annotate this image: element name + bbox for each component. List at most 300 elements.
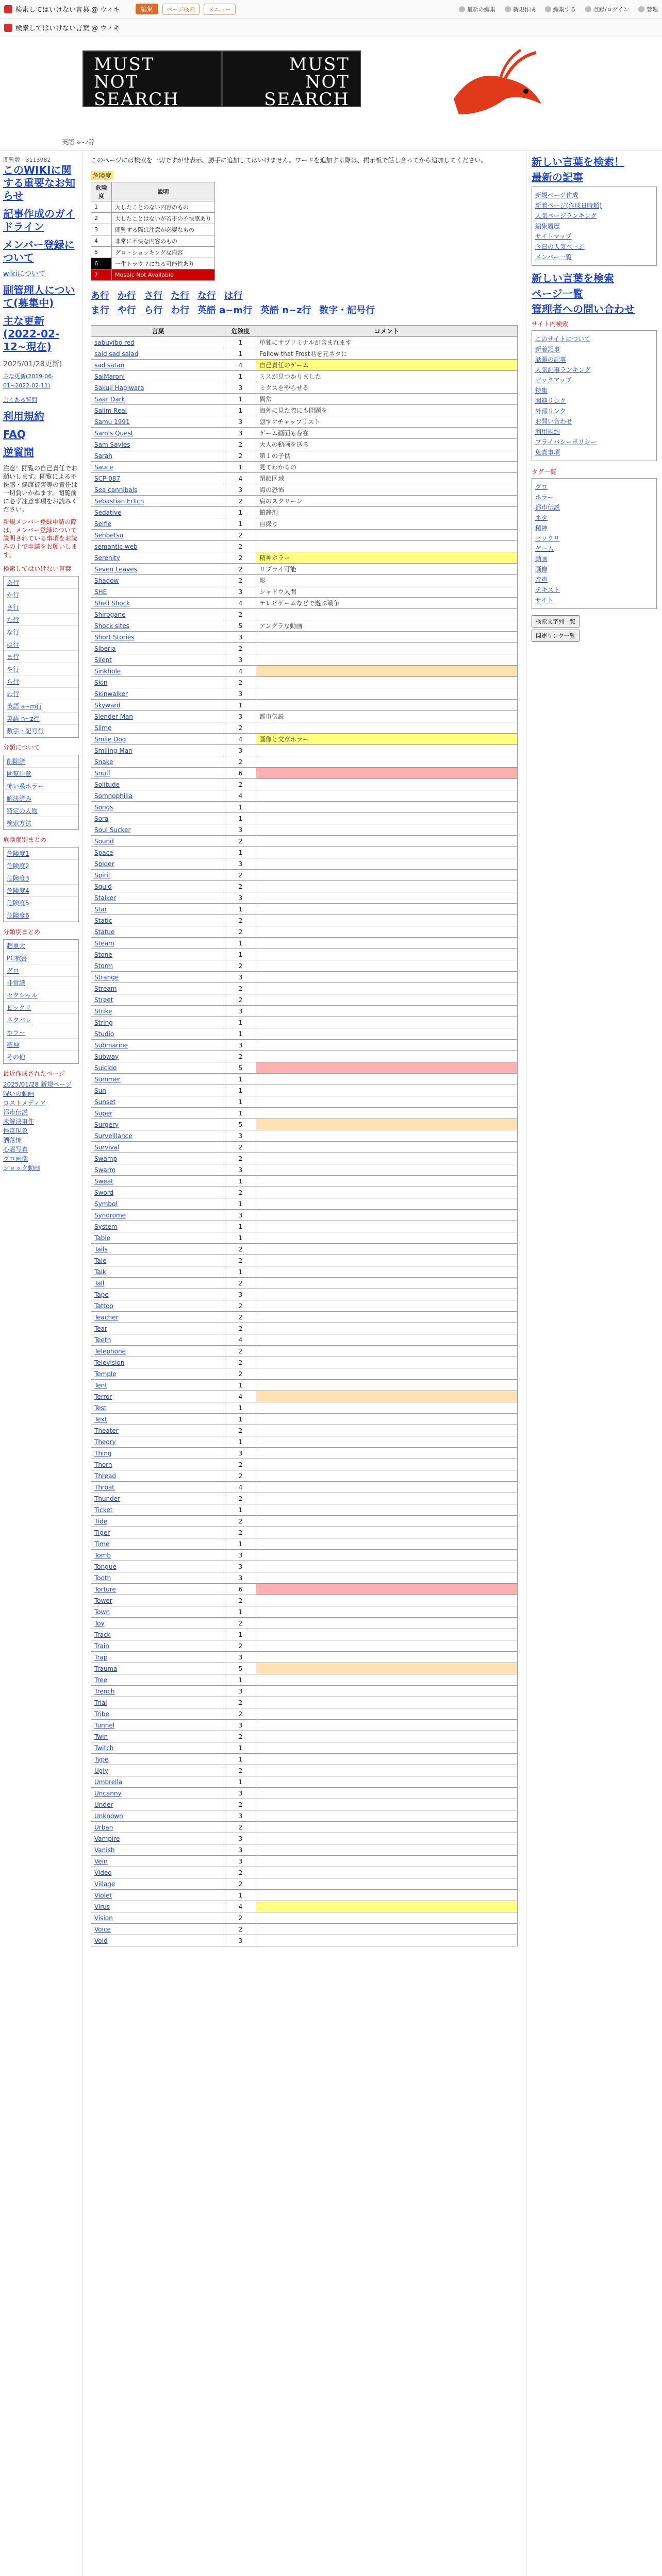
word-link[interactable]: Sauce [91, 462, 225, 473]
word-link[interactable]: Tongue [91, 1561, 225, 1572]
word-link[interactable]: Siberia [91, 643, 225, 654]
word-link[interactable]: Tower [91, 1595, 225, 1606]
reverse-question-link[interactable]: 逆質問 [3, 446, 34, 459]
category-item[interactable]: 精神 [4, 1039, 78, 1051]
word-link[interactable]: Tomb [91, 1550, 225, 1561]
word-link[interactable]: Sinkhole [91, 666, 225, 677]
word-link[interactable]: Sword [91, 1187, 225, 1198]
word-link[interactable]: Tunnel [91, 1720, 225, 1731]
word-link[interactable]: Temple [91, 1368, 225, 1380]
site-list-item[interactable]: 免責事項 [535, 449, 560, 456]
tag-link[interactable]: 動画 [535, 555, 548, 563]
word-link[interactable]: Shell Shock [91, 598, 225, 609]
word-link[interactable]: Uncanny [91, 1788, 225, 1799]
word-link[interactable]: Storm [91, 960, 225, 972]
category-item[interactable]: ネタバレ [4, 1014, 78, 1026]
word-comment: 画像と文章ホラー [256, 734, 518, 745]
site-title-2[interactable] [4, 23, 120, 32]
right-link[interactable]: 今日の人気ページ [535, 243, 585, 250]
table-row [91, 858, 518, 870]
word-comment: Follow that Frost君を元ネタに [256, 348, 518, 360]
danger-level: 4 [225, 790, 256, 802]
word-link[interactable]: Steam [91, 938, 225, 949]
word-link[interactable]: Smiling Man [91, 745, 225, 756]
word-link[interactable]: Type [91, 1754, 225, 1765]
kana-item[interactable]: は行 [4, 638, 78, 651]
kana-item[interactable]: か行 [4, 589, 78, 601]
word-link[interactable]: Sound [91, 836, 225, 847]
word-link[interactable]: String [91, 1017, 225, 1028]
tag-link[interactable]: 都市伝説 [535, 504, 560, 511]
word-link[interactable]: Tape [91, 1289, 225, 1300]
danger-item[interactable]: 危険度6 [4, 909, 78, 922]
danger-level: 1 [225, 1674, 256, 1686]
tag-link[interactable]: 画像 [535, 566, 548, 573]
word-link[interactable]: Salim Real [91, 405, 225, 416]
word-link[interactable]: Sam Sayles [91, 439, 225, 450]
right-link[interactable]: 編集履歴 [535, 223, 560, 230]
word-link[interactable]: Trial [91, 1697, 225, 1708]
topnav-login[interactable]: 登録/ログイン [585, 5, 629, 13]
word-link[interactable]: Strike [91, 1006, 225, 1017]
recent-page-link[interactable]: 未解決事件 [3, 1118, 35, 1125]
word-link[interactable]: Void [91, 1935, 225, 1946]
word-link[interactable]: Village [91, 1878, 225, 1890]
word-link[interactable]: Video [91, 1867, 225, 1878]
word-comment [256, 1912, 518, 1924]
danger-level: 1 [225, 1890, 256, 1901]
word-link[interactable]: Skyward [91, 700, 225, 711]
search-new-word-link[interactable]: 新しい言葉を検索！ [532, 156, 624, 168]
table-row [91, 1697, 518, 1708]
danger-item[interactable]: 危険度1 [4, 848, 78, 860]
table-row [91, 1640, 518, 1652]
word-link[interactable]: Seven Leaves [91, 564, 225, 575]
classification-item[interactable]: 解決済み [4, 792, 78, 805]
classification-item[interactable]: 削除済 [4, 755, 78, 768]
word-link[interactable]: Snake [91, 756, 225, 768]
classification-item[interactable]: 怖い系ホラー [4, 780, 78, 792]
word-link[interactable]: Stream [91, 983, 225, 994]
word-link[interactable]: semantic web [91, 541, 225, 552]
kana-item[interactable]: あ行 [4, 577, 78, 589]
danger-level: 2 [225, 1470, 256, 1482]
word-link[interactable]: Umbrella [91, 1776, 225, 1788]
word-comment [256, 1652, 518, 1663]
terms-link[interactable]: 利用規約 [3, 410, 44, 422]
word-link[interactable]: Tear [91, 1323, 225, 1334]
category-item[interactable]: PC被害 [4, 952, 78, 964]
word-link[interactable]: Statue [91, 926, 225, 938]
tag-link[interactable]: テキスト [535, 586, 560, 594]
word-link[interactable]: Thunder [91, 1493, 225, 1504]
guideline-link[interactable]: 記事作成のガイドライン [3, 208, 75, 233]
mid-link[interactable]: ページ一覧 [532, 287, 583, 300]
tag-link[interactable]: ホラー [535, 494, 554, 501]
word-link[interactable]: Vision [91, 1912, 225, 1924]
word-link[interactable]: Suicide [91, 1062, 225, 1074]
word-link[interactable]: Terror [91, 1391, 225, 1402]
tag-link[interactable]: サイト [535, 597, 554, 604]
kana-nav-link[interactable]: さ行 [144, 291, 163, 301]
tag-link[interactable]: 精神 [535, 524, 548, 532]
word-link[interactable]: SaiMaroni [91, 371, 225, 382]
word-link[interactable]: Somnophilia [91, 790, 225, 802]
kana-item[interactable]: さ行 [4, 601, 78, 614]
word-link[interactable]: Train [91, 1640, 225, 1652]
kana-item[interactable]: わ行 [4, 688, 78, 700]
word-link[interactable]: Submarine [91, 1040, 225, 1051]
right-link[interactable]: 人気ページランキング [535, 212, 597, 219]
table-row [91, 473, 518, 484]
word-link[interactable]: Ugly [91, 1765, 225, 1776]
word-link[interactable]: Tree [91, 1674, 225, 1686]
category-item[interactable]: 非常識 [4, 977, 78, 989]
word-link[interactable]: Twitch [91, 1742, 225, 1754]
word-link[interactable]: Twin [91, 1731, 225, 1742]
kana-item[interactable]: 英語 n~z行 [4, 713, 78, 725]
kana-item[interactable]: ら行 [4, 675, 78, 688]
site-logo[interactable] [82, 50, 361, 110]
danger-level: 2 [225, 1640, 256, 1652]
kana-item[interactable]: 英語 a~m行 [4, 700, 78, 713]
topnav-admin[interactable]: 管理 [638, 5, 658, 13]
kana-nav-link[interactable]: 数字・記号行 [319, 305, 375, 316]
danger-level: 2 [225, 1312, 256, 1323]
about-wiki-link[interactable]: wikiについて [3, 270, 46, 278]
classification-item[interactable]: 閲覧注意 [4, 768, 78, 780]
word-link[interactable]: Shadow [91, 575, 225, 586]
old-updates-link[interactable]: 主な更新(2019-06-01~2022-02-11) [3, 373, 54, 389]
word-link[interactable]: System [91, 1221, 225, 1232]
recent-page-link[interactable]: ロストメディア [3, 1099, 46, 1107]
site-list-item[interactable]: ピックアップ [535, 377, 572, 384]
category-item[interactable]: ホラー [4, 1026, 78, 1039]
word-link[interactable]: Symbol [91, 1198, 225, 1210]
word-comment [256, 858, 518, 870]
word-link[interactable]: Thing [91, 1448, 225, 1459]
word-link[interactable]: Serenity [91, 552, 225, 564]
recent-page-link[interactable]: 呪いの動画 [3, 1090, 35, 1097]
table-row [91, 1788, 518, 1799]
word-link[interactable]: Static [91, 915, 225, 926]
word-link[interactable]: Unknown [91, 1810, 225, 1822]
word-link[interactable]: Songs [91, 802, 225, 813]
word-comment [256, 1878, 518, 1890]
word-link[interactable]: Tribe [91, 1708, 225, 1720]
word-link[interactable]: Strange [91, 972, 225, 983]
tag-link[interactable]: ゲーム [535, 545, 554, 552]
word-link[interactable]: Sea cannibals [91, 484, 225, 496]
word-comment [256, 1153, 518, 1164]
word-link[interactable]: Short Stories [91, 632, 225, 643]
menu-button[interactable]: メニュー [204, 4, 236, 15]
danger-level: 2 [225, 779, 256, 790]
right-link[interactable]: メンバー一覧 [535, 253, 572, 261]
table-row [91, 586, 518, 598]
member-registration-link[interactable]: メンバー登録について [3, 239, 75, 264]
danger-level: 1 [225, 348, 256, 360]
topnav-recent[interactable]: 最新の編集 [459, 5, 495, 13]
word-link[interactable]: Soul Sucker [91, 824, 225, 836]
word-link[interactable]: Sebastian Erlich [91, 496, 225, 507]
word-link[interactable]: Violet [91, 1890, 225, 1901]
word-link[interactable]: sad satan [91, 360, 225, 371]
word-link[interactable]: Star [91, 904, 225, 915]
category-item[interactable]: グロ [4, 964, 78, 977]
right-link[interactable]: 新着ページ(作成日時順) [535, 202, 602, 209]
danger-item[interactable]: 危険度3 [4, 872, 78, 885]
site-list-item[interactable]: 外部リンク [535, 408, 566, 415]
legend-level: 5 [91, 247, 112, 258]
word-link[interactable]: Sweat [91, 1176, 225, 1187]
word-link[interactable]: SCP-087 [91, 473, 225, 484]
word-link[interactable]: Shock sites [91, 620, 225, 632]
site-list-item[interactable]: このサイトについて [535, 335, 590, 343]
site-list-item[interactable]: 新着記事 [535, 346, 560, 353]
danger-level: 3 [225, 858, 256, 870]
word-link[interactable]: Stalker [91, 892, 225, 904]
word-link[interactable]: Subway [91, 1051, 225, 1062]
word-link[interactable]: Sunset [91, 1096, 225, 1108]
recent-page-link[interactable]: グロ画像 [3, 1155, 28, 1162]
classification-item[interactable]: 検索方法 [4, 817, 78, 829]
right-link[interactable]: 新規ページ作成 [535, 192, 578, 199]
table-row [91, 1210, 518, 1221]
word-link[interactable]: Teacher [91, 1312, 225, 1323]
topnav-new[interactable]: 新規作成 [505, 5, 536, 13]
latest-articles-link[interactable]: 最新の記事 [532, 171, 583, 183]
word-link[interactable]: Slender Man [91, 711, 225, 722]
word-link[interactable]: Selfie [91, 518, 225, 530]
search-string-list-button[interactable]: 検索文字列一覧 [532, 615, 580, 628]
category-item[interactable]: セクシャル [4, 989, 78, 1002]
word-link[interactable]: Street [91, 994, 225, 1006]
word-link[interactable]: Tide [91, 1516, 225, 1527]
kana-nav-link[interactable]: あ行 [91, 291, 109, 301]
word-link[interactable]: Sun [91, 1085, 225, 1096]
word-link[interactable]: Teeth [91, 1334, 225, 1346]
word-link[interactable]: Sarah [91, 450, 225, 462]
word-link[interactable]: Slime [91, 722, 225, 734]
word-link[interactable]: Voice [91, 1924, 225, 1935]
recent-page-link[interactable]: 2025/01/28 新規ページ [3, 1081, 72, 1088]
site-list-item[interactable]: お問い合わせ [535, 418, 573, 425]
kana-nav-link[interactable]: ら行 [144, 305, 163, 316]
word-link[interactable]: Stone [91, 949, 225, 960]
word-link[interactable]: said sad salad [91, 348, 225, 360]
word-link[interactable]: Table [91, 1232, 225, 1244]
word-link[interactable]: Super [91, 1108, 225, 1119]
tag-box [532, 478, 657, 609]
word-link[interactable]: Sakuji Hagiwara [91, 382, 225, 394]
word-comment [256, 1901, 518, 1912]
word-link[interactable]: Trauma [91, 1663, 225, 1674]
word-link[interactable]: Torture [91, 1584, 225, 1595]
word-link[interactable]: Under [91, 1799, 225, 1810]
danger-item[interactable]: 危険度4 [4, 885, 78, 897]
word-link[interactable]: Saar Dark [91, 394, 225, 405]
word-link[interactable]: Sora [91, 813, 225, 824]
right-link[interactable]: サイトマップ [535, 233, 572, 240]
kana-nav-link[interactable]: 英語 n~z行 [260, 305, 311, 316]
word-link[interactable]: Thorn [91, 1459, 225, 1470]
view-counter: 閲覧数 · 3113982 [3, 157, 51, 163]
word-comment [256, 1074, 518, 1085]
topnav-edit[interactable]: 編集する [545, 5, 576, 13]
word-link[interactable]: Trap [91, 1652, 225, 1663]
word-link[interactable]: Snuff [91, 768, 225, 779]
word-link[interactable]: Text [91, 1414, 225, 1425]
word-link[interactable]: Television [91, 1357, 225, 1368]
kana-item[interactable]: ま行 [4, 651, 78, 663]
tag-link[interactable]: グロ [535, 483, 548, 490]
word-link[interactable]: Studio [91, 1028, 225, 1040]
faq-small-link[interactable]: よくある質問 [3, 397, 37, 403]
word-link[interactable]: Tent [91, 1380, 225, 1391]
word-link[interactable]: Tall [91, 1278, 225, 1289]
danger-level: 3 [225, 1550, 256, 1561]
kana-item[interactable]: 数字・記号行 [4, 725, 78, 737]
site-list-item[interactable]: 人気記事ランキング [535, 366, 591, 374]
kana-nav-link[interactable]: や行 [117, 305, 136, 316]
danger-item[interactable]: 危険度2 [4, 860, 78, 872]
table-row [91, 1686, 518, 1697]
word-link[interactable]: Vein [91, 1856, 225, 1867]
sub-admin-link[interactable]: 副管理人について(募集中) [3, 284, 75, 309]
site-title[interactable] [4, 4, 120, 14]
word-link[interactable]: Surgery [91, 1119, 225, 1130]
legend-desc: 非常に不快な内容のもの [112, 235, 215, 247]
site-list-item[interactable]: 関連リンク [535, 397, 566, 404]
word-link[interactable]: Throat [91, 1482, 225, 1493]
site-list-item[interactable]: 利用規約 [535, 428, 560, 435]
word-link[interactable]: Virus [91, 1901, 225, 1912]
category-item[interactable]: その他 [4, 1051, 78, 1063]
table-row [91, 666, 518, 677]
word-link[interactable]: Smile Dog [91, 734, 225, 745]
kana-item[interactable]: な行 [4, 626, 78, 638]
edit-button[interactable]: 編集 [136, 4, 158, 14]
tag-link[interactable]: ネタ [535, 514, 548, 521]
kana-nav-link[interactable]: 英語 a~m行 [197, 305, 253, 316]
word-link[interactable]: Skinwalker [91, 688, 225, 700]
word-link[interactable]: Time [91, 1538, 225, 1550]
danger-level: 3 [225, 1210, 256, 1221]
kana-nav-link[interactable]: た行 [171, 291, 190, 301]
word-link[interactable]: Syndrome [91, 1210, 225, 1221]
classification-item[interactable]: 特定の人物 [4, 805, 78, 817]
kana-nav-link[interactable]: ま行 [91, 305, 109, 316]
table-row [91, 1652, 518, 1663]
important-notice-link[interactable]: このWIKIに関する重要なお知らせ [3, 164, 75, 202]
word-link[interactable]: Telephone [91, 1346, 225, 1357]
word-link[interactable]: sabuyibo red [91, 337, 225, 348]
word-link[interactable]: Track [91, 1629, 225, 1640]
word-link[interactable]: Thread [91, 1470, 225, 1482]
word-link[interactable]: Vanish [91, 1844, 225, 1856]
word-link[interactable]: Skin [91, 677, 225, 688]
mid-link[interactable]: 新しい言葉を検索 [532, 272, 614, 284]
table-row [91, 1414, 518, 1425]
word-link[interactable]: Toy [91, 1618, 225, 1629]
word-link[interactable]: Urban [91, 1822, 225, 1833]
word-link[interactable]: Trench [91, 1686, 225, 1697]
kana-item[interactable]: た行 [4, 614, 78, 626]
kana-item[interactable]: や行 [4, 663, 78, 675]
word-link[interactable]: Spirit [91, 870, 225, 881]
danger-level: 2 [225, 983, 256, 994]
kana-nav-link[interactable]: は行 [224, 291, 243, 301]
kana-nav-link[interactable]: わ行 [171, 305, 190, 316]
danger-item[interactable]: 危険度5 [4, 897, 78, 909]
word-link[interactable]: Vampire [91, 1833, 225, 1844]
tag-link[interactable]: ビックリ [535, 535, 560, 542]
word-link[interactable]: Ticket [91, 1504, 225, 1516]
word-link[interactable]: Shirogane [91, 609, 225, 620]
site-list-item[interactable]: プライバシーポリシー [535, 438, 597, 446]
word-link[interactable]: Tails [91, 1244, 225, 1255]
word-link[interactable]: Summer [91, 1074, 225, 1085]
word-link[interactable]: Space [91, 847, 225, 858]
danger-level: 3 [225, 416, 256, 428]
word-link[interactable]: Samu 1991 [91, 416, 225, 428]
tag-link[interactable]: 音声 [535, 576, 548, 583]
word-link[interactable]: Talk [91, 1266, 225, 1278]
kana-nav-link[interactable]: な行 [197, 291, 216, 301]
site-list-item[interactable]: 話題の記事 [535, 356, 567, 363]
word-link[interactable]: Squid [91, 881, 225, 892]
kana-nav-link[interactable]: か行 [117, 291, 136, 301]
site-list-item[interactable]: 特集 [535, 387, 548, 394]
category-item[interactable]: ビックリ [4, 1002, 78, 1014]
recent-page-link[interactable]: 都市伝説 [3, 1109, 28, 1116]
word-link[interactable]: Test [91, 1402, 225, 1414]
recent-page-link[interactable]: ショック動画 [3, 1164, 40, 1172]
major-updates-link[interactable]: 主な更新(2022-02-12~現在) [3, 315, 60, 353]
faq-link[interactable]: FAQ [3, 428, 26, 440]
mid-link[interactable]: 管理者への問い合わせ [532, 303, 635, 315]
word-link[interactable]: Sam's Quest [91, 428, 225, 439]
word-link[interactable]: Solitude [91, 779, 225, 790]
word-link[interactable]: Senbetsu [91, 530, 225, 541]
table-row [91, 416, 518, 428]
word-link[interactable]: Spider [91, 858, 225, 870]
word-link[interactable]: Tooth [91, 1572, 225, 1584]
recent-page-link[interactable]: 洒落怖 [3, 1137, 22, 1144]
word-link[interactable]: Surveillance [91, 1130, 225, 1142]
related-links-button[interactable]: 関連リンク一覧 [532, 630, 580, 642]
word-link[interactable]: Theater [91, 1425, 225, 1436]
word-link[interactable]: Swamp [91, 1153, 225, 1164]
word-link[interactable]: Tattoo [91, 1300, 225, 1312]
page-search-button[interactable]: ページ検索 [162, 4, 200, 15]
recent-page-link[interactable]: 怪奇現象 [3, 1127, 28, 1134]
word-link[interactable]: Sedative [91, 507, 225, 518]
word-link[interactable]: SHE [91, 586, 225, 598]
word-link[interactable]: Tiger [91, 1527, 225, 1538]
danger-level: 4 [225, 1334, 256, 1346]
word-comment: アングラな動画 [256, 620, 518, 632]
word-link[interactable]: Swarm [91, 1164, 225, 1176]
word-link[interactable]: Tale [91, 1255, 225, 1266]
word-link[interactable]: Silent [91, 654, 225, 666]
word-link[interactable]: Survival [91, 1142, 225, 1153]
recent-page-link[interactable]: 心霊写真 [3, 1146, 28, 1153]
word-link[interactable]: Town [91, 1606, 225, 1618]
word-link[interactable]: Theory [91, 1436, 225, 1448]
category-item[interactable]: 超重大 [4, 940, 78, 952]
